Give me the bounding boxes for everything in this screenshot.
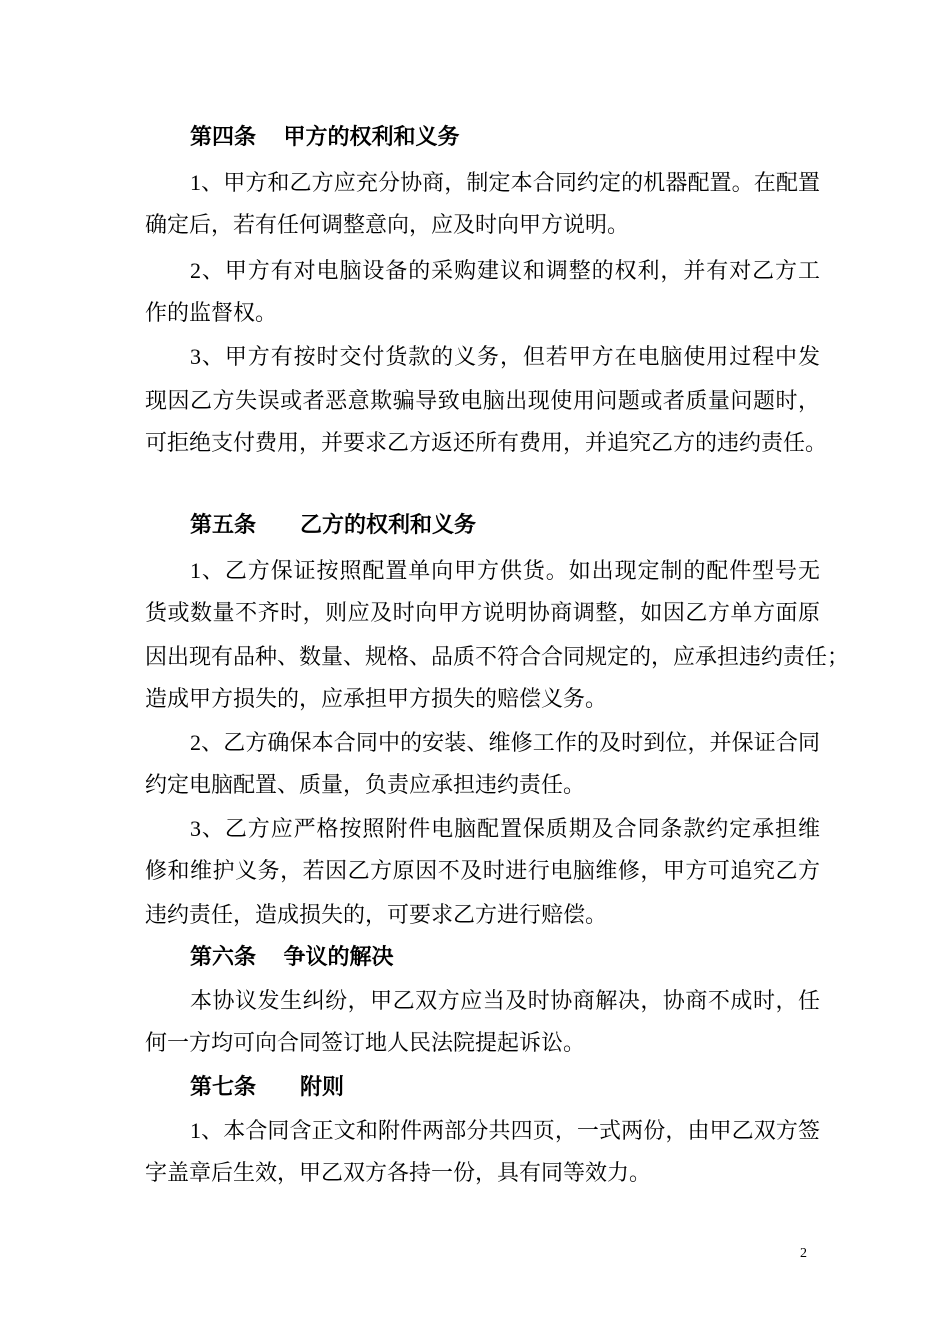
paragraph-line: 何一方均可向合同签订地人民法院提起诉讼。 <box>145 1030 586 1055</box>
paragraph-line: 2、甲方有对电脑设备的采购建议和调整的权利，并有对乙方工 <box>190 258 820 283</box>
section-heading: 第四条 甲方的权利和义务 <box>190 124 460 149</box>
paragraph-line: 3、乙方应严格按照附件电脑配置保质期及合同条款约定承担维 <box>190 816 820 841</box>
paragraph-line: 约定电脑配置、质量，负责应承担违约责任。 <box>145 772 586 797</box>
section-heading: 第五条 乙方的权利和义务 <box>190 512 477 537</box>
paragraph-line: 可拒绝支付费用，并要求乙方返还所有费用，并追究乙方的违约责任。 <box>145 430 828 455</box>
paragraph-line: 3、甲方有按时交付货款的义务，但若甲方在电脑使用过程中发 <box>190 344 820 369</box>
paragraph-line: 字盖章后生效，甲乙双方各持一份，具有同等效力。 <box>145 1160 652 1185</box>
paragraph-line: 货或数量不齐时，则应及时向甲方说明协商调整，如因乙方单方面原 <box>145 600 820 625</box>
paragraph-line: 修和维护义务，若因乙方原因不及时进行电脑维修，甲方可追究乙方 <box>145 858 820 883</box>
paragraph-line: 确定后，若有任何调整意向，应及时向甲方说明。 <box>145 212 630 237</box>
paragraph-line: 1、甲方和乙方应充分协商，制定本合同约定的机器配置。在配置 <box>190 170 820 195</box>
section-heading: 第七条 附则 <box>190 1074 345 1099</box>
paragraph-line: 作的监督权。 <box>145 300 278 325</box>
paragraph-line: 造成甲方损失的，应承担甲方损失的赔偿义务。 <box>145 686 608 711</box>
paragraph-line: 违约责任，造成损失的，可要求乙方进行赔偿。 <box>145 902 608 927</box>
paragraph-line: 本协议发生纠纷，甲乙双方应当及时协商解决，协商不成时，任 <box>190 988 820 1013</box>
paragraph-line: 现因乙方失误或者恶意欺骗导致电脑出现使用问题或者质量问题时， <box>145 388 820 413</box>
section-heading: 第六条 争议的解决 <box>190 944 394 969</box>
paragraph-line: 1、本合同含正文和附件两部分共四页，一式两份，由甲乙双方签 <box>190 1118 820 1143</box>
paragraph-line: 因出现有品种、数量、规格、品质不符合合同规定的，应承担违约责任； <box>145 644 850 669</box>
paragraph-line: 1、乙方保证按照配置单向甲方供货。如出现定制的配件型号无 <box>190 558 820 583</box>
paragraph-line: 2、乙方确保本合同中的安装、维修工作的及时到位，并保证合同 <box>190 730 820 755</box>
page-number: 2 <box>800 1246 807 1261</box>
